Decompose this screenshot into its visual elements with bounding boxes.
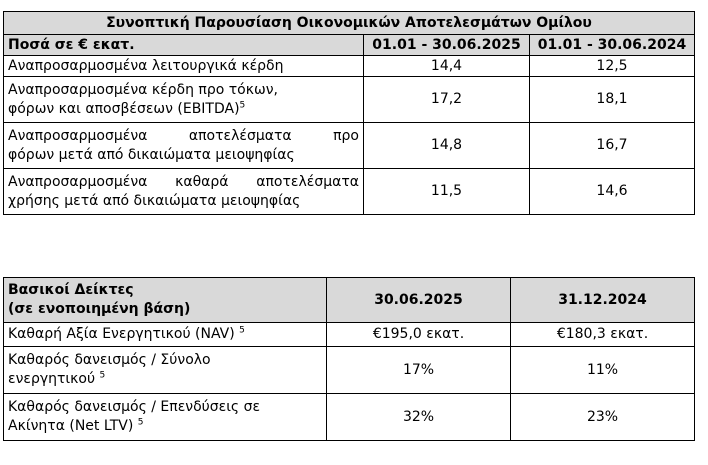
row-label-line: ενεργητικού [8,371,96,387]
value-2025: 17% [327,347,511,394]
header-label-line: (σε ενοποιημένη βάση) [8,301,191,317]
row-label-line: φόρων μετά από δικαιώματα μειοψηφίας [8,146,295,163]
row-label-line: Αναπροσαρμοσμένα αποτελέσματα προ [8,127,359,144]
row-label-line: χρήσης μετά από δικαιώματα μειοψηφίας [8,192,301,209]
table-row [4,169,695,215]
row-label-line: φόρων και αποσβέσεων (EBITDA) [8,100,240,117]
footnote-marker: 5 [239,99,246,110]
row-label [4,123,364,169]
results-title-row [4,12,695,35]
indicators-table [3,277,695,441]
row-label [4,169,364,215]
indicators-header-row [4,278,695,323]
results-table [3,11,695,215]
value-2024: 16,7 [530,123,695,169]
value-2025: 14,4 [364,56,530,77]
table-row [4,394,695,441]
row-label-line: Αναπροσαρμοσμένα λειτουργικά κέρδη [8,57,284,74]
row-label [4,347,327,394]
value-2025: 17,2 [364,77,530,123]
row-label-line: Καθαρή Αξία Ενεργητικού (NAV) [8,326,235,342]
table-row [4,323,695,347]
table-row [4,123,695,169]
value-2024: 12,5 [530,56,695,77]
period-2024-header: 01.01 - 30.06.2024 [530,35,695,56]
footnote-marker: 5 [239,325,245,336]
table-row [4,56,695,77]
value-2025: 11,5 [364,169,530,215]
row-label [4,394,327,441]
row-label [4,56,364,77]
date-2024-header: 31.12.2024 [511,278,695,323]
value-2024: 14,6 [530,169,695,215]
row-label-line: Καθαρός δανεισμός / Επενδύσεις σε [8,399,261,415]
value-2024: 18,1 [530,77,695,123]
value-2024: 11% [511,347,695,394]
table-row [4,347,695,394]
value-2024: €180,3 εκατ. [511,323,695,347]
row-label-line: Ακίνητα (Net LTV) [8,418,134,434]
row-label [4,323,327,347]
date-2025-header: 30.06.2025 [327,278,511,323]
row-label-line: Καθαρός δανεισμός / Σύνολο [8,352,211,368]
value-2025: 14,8 [364,123,530,169]
value-2024: 23% [511,394,695,441]
row-label-line: Αναπροσαρμοσμένα κέρδη προ τόκων, [8,81,278,98]
header-label-line: Βασικοί Δείκτες [8,282,134,298]
row-label [4,77,364,123]
footnote-marker: 5 [99,370,106,381]
row-label-line: Αναπροσαρμοσμένα καθαρά αποτελέσματα [8,173,359,190]
table-row [4,77,695,123]
value-2025: €195,0 εκατ. [327,323,511,347]
value-2025: 32% [327,394,511,441]
amounts-header: Ποσά σε € εκατ. [4,35,364,56]
indicators-header-label [4,278,327,323]
period-2025-header: 01.01 - 30.06.2025 [364,35,530,56]
footnote-marker: 5 [137,417,144,428]
results-header-row [4,35,695,56]
results-title: Συνοπτική Παρουσίαση Οικονομικών Αποτελεσμάτων Ομίλου [4,12,695,35]
